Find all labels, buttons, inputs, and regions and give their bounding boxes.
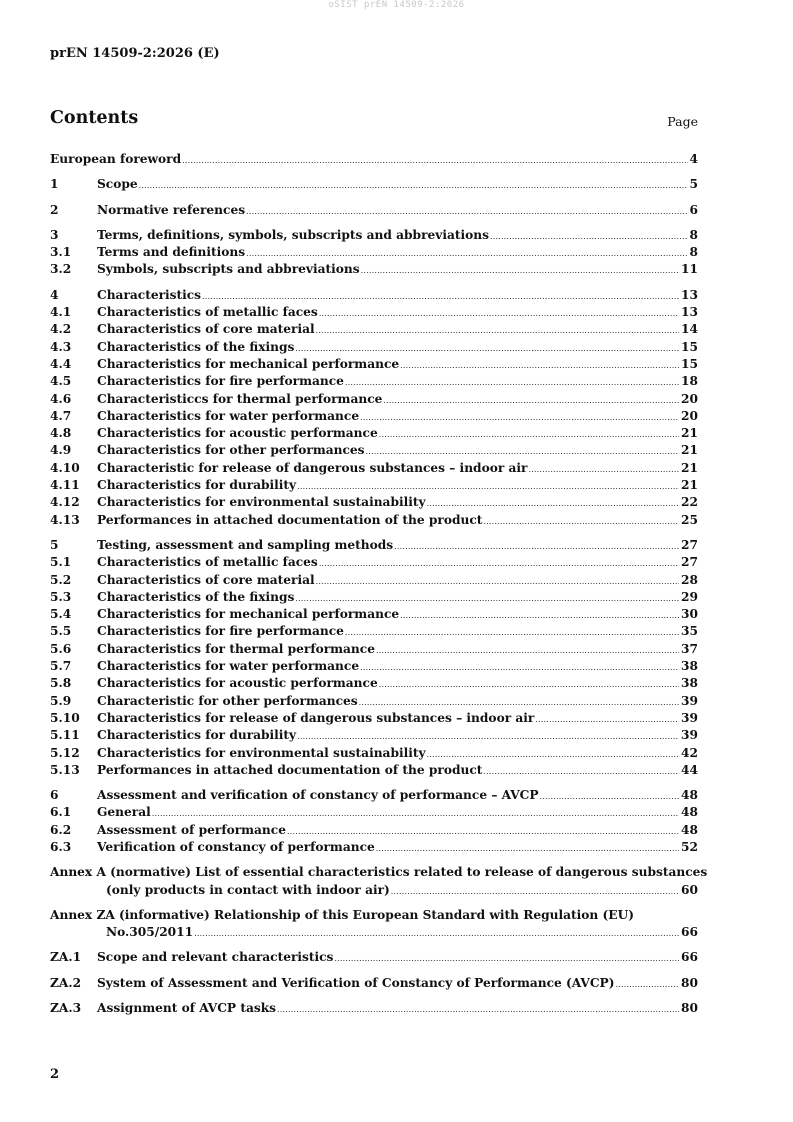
toc-entry-page: 52	[681, 839, 698, 854]
toc-entry-number: 5	[50, 537, 59, 552]
toc-entry[interactable]	[50, 658, 698, 675]
toc-entry-number: 4.8	[50, 426, 72, 441]
toc-entry-page: 20	[681, 391, 698, 406]
dot-leader	[359, 694, 679, 711]
toc-entry-number: 3.2	[50, 262, 72, 277]
toc-entry-title: Testing, assessment and sampling methods	[97, 537, 394, 552]
dot-leader	[295, 590, 679, 607]
toc-entry-number: 6.3	[50, 839, 72, 854]
dot-leader	[400, 357, 679, 374]
toc-entry-number: 5.10	[50, 710, 80, 725]
toc-entry-title: Characteristics of metallic faces	[97, 555, 318, 570]
dot-leader	[297, 728, 679, 745]
dot-leader	[427, 746, 679, 763]
toc-entry-page: 66	[681, 925, 698, 940]
dot-leader	[334, 950, 679, 967]
toc-group-za3	[50, 1000, 698, 1017]
toc-entry[interactable]	[50, 787, 698, 804]
toc-entry-title: Symbols, subscripts and abbreviations	[97, 262, 360, 277]
toc-entry-page: 80	[681, 975, 698, 990]
toc-entry-page: 20	[681, 408, 698, 423]
dot-leader	[379, 426, 679, 443]
toc-entry-page: 39	[681, 693, 698, 708]
toc-entry-page: 27	[681, 555, 698, 570]
dot-leader	[319, 305, 679, 322]
toc-entry-annex-a[interactable]	[50, 882, 698, 899]
toc-entry-number: 4.11	[50, 478, 80, 493]
toc-entry-page: 28	[681, 572, 698, 587]
toc-entry-number: 4.2	[50, 322, 72, 337]
toc-entry-number: 5.13	[50, 762, 80, 777]
toc-entry-title: Characteristics of core material	[97, 322, 315, 337]
toc-entry-number: 4.7	[50, 408, 72, 423]
toc-entry-number: ZA.1	[50, 950, 82, 965]
toc-entry-number: 1	[50, 177, 59, 192]
toc-entry-title: Characteristics	[97, 287, 202, 302]
toc-entry[interactable]	[50, 512, 698, 529]
toc-entry-page: 80	[681, 1001, 698, 1016]
toc-entry-page: 15	[681, 339, 698, 354]
toc-entry-page: 30	[681, 607, 698, 622]
toc-entry[interactable]	[50, 745, 698, 762]
annex-za-title[interactable]: Annex ZA (informative) Relationship of this European Standard with Regulation (EU)	[50, 907, 634, 922]
toc-entry-title: Assessment and verification of constancy of performance – AVCP	[97, 788, 539, 803]
dot-leader	[360, 409, 679, 426]
toc-entry-za3[interactable]	[50, 1000, 698, 1017]
table-of-contents	[50, 151, 708, 1025]
toc-entry-title: Characteristics for acoustic performance	[97, 676, 378, 691]
toc-entry[interactable]	[50, 304, 698, 321]
toc-entry-page: 35	[681, 624, 698, 639]
toc-entry-title: Characteristics for durability	[97, 478, 297, 493]
toc-entry-annex-za[interactable]	[50, 924, 698, 941]
dot-leader	[316, 573, 679, 590]
toc-entry-page: 15	[681, 356, 698, 371]
toc-entry-page: 25	[681, 512, 698, 527]
toc-entry-number: 3	[50, 227, 59, 242]
toc-entry[interactable]	[50, 641, 698, 658]
toc-entry-number: 5.4	[50, 607, 72, 622]
dot-leader	[297, 478, 679, 495]
document-identifier: prEN 14509-2:2026 (E)	[50, 46, 220, 61]
toc-entry-page: 39	[681, 710, 698, 725]
toc-entry-number: 4.6	[50, 391, 72, 406]
toc-entry-title: Characteristic for other performances	[97, 693, 358, 708]
toc-entry-za1[interactable]	[50, 949, 698, 966]
toc-entry[interactable]	[50, 356, 698, 373]
toc-entry-title: Characteristiccs for thermal performance	[97, 391, 383, 406]
toc-entry-page: 38	[681, 676, 698, 691]
toc-entry-title: European foreword	[50, 152, 182, 166]
toc-entry-title: Characteristics for release of dangerous substances – indoor air	[97, 710, 535, 725]
toc-entry-number: ZA.3	[50, 1001, 82, 1016]
toc-entry-title: Characteristics of metallic faces	[97, 305, 318, 320]
toc-entry-title: Assignment of AVCP tasks	[97, 1001, 277, 1016]
toc-entry-number: 6.2	[50, 822, 72, 837]
toc-entry-page: 44	[681, 762, 698, 777]
toc-entry-page: 27	[681, 537, 698, 552]
toc-group-annex-a	[50, 864, 708, 899]
dot-leader	[360, 659, 679, 676]
dot-leader	[400, 607, 679, 624]
toc-entry[interactable]	[50, 623, 698, 640]
toc-entry-title: Performances in attached documentation of the product	[97, 762, 483, 777]
toc-entry[interactable]	[50, 321, 698, 338]
contents-heading: Contents	[50, 108, 139, 128]
toc-entry[interactable]	[50, 675, 698, 692]
toc-entry[interactable]	[50, 606, 698, 623]
toc-entry[interactable]	[50, 460, 698, 477]
toc-entry-page: 11	[681, 262, 698, 277]
toc-entry-title: Characteristics for fire performance	[97, 374, 344, 389]
dot-leader	[345, 374, 679, 391]
dot-leader	[366, 443, 680, 460]
toc-entry-page: 29	[681, 589, 698, 604]
toc-entry-page: 4	[689, 152, 698, 166]
toc-entry-number: 6	[50, 788, 59, 803]
toc-entry[interactable]	[50, 373, 698, 390]
toc-entry-title: Characteristics of the fixings	[97, 339, 295, 354]
toc-entry-title: Normative references	[97, 202, 246, 217]
dot-leader	[182, 152, 687, 169]
toc-entry-title: Assessment of performance	[97, 822, 286, 837]
toc-entry-title: System of Assessment and Verification of Constancy of Performance (AVCP)	[97, 975, 615, 990]
toc-entry[interactable]	[50, 572, 698, 589]
toc-group-section-3	[50, 227, 698, 279]
toc-entry[interactable]	[50, 804, 698, 821]
toc-entry-title: Characteristics for mechanical performance	[97, 356, 400, 371]
toc-entry-page: 37	[681, 641, 698, 656]
dot-leader	[152, 805, 679, 822]
toc-entry[interactable]	[50, 762, 698, 779]
toc-entry-number: 2	[50, 202, 59, 217]
toc-entry[interactable]	[50, 244, 698, 261]
toc-entry[interactable]	[50, 442, 698, 459]
toc-entry[interactable]	[50, 839, 698, 856]
toc-entry[interactable]	[50, 477, 698, 494]
toc-entry-page: 22	[681, 495, 698, 510]
toc-entry-za2[interactable]	[50, 975, 698, 992]
toc-entry[interactable]	[50, 494, 698, 511]
toc-entry-scope[interactable]	[50, 176, 698, 193]
toc-entry-title: Verification of constancy of performance	[97, 839, 375, 854]
toc-entry-title: Scope	[97, 177, 138, 192]
toc-entry-title: General	[97, 805, 151, 820]
toc-entry[interactable]	[50, 391, 698, 408]
toc-entry-title: Characteristics of core material	[97, 572, 315, 587]
toc-entry[interactable]	[50, 537, 698, 554]
toc-entry-page: 48	[681, 805, 698, 820]
toc-group-za1	[50, 949, 698, 966]
toc-entry-page: 39	[681, 728, 698, 743]
toc-entry[interactable]	[50, 261, 698, 278]
toc-entry-title: Scope and relevant characteristics	[97, 950, 334, 965]
toc-group-foreword	[50, 151, 698, 168]
toc-entry-page: 21	[681, 478, 698, 493]
toc-entry-page: 21	[681, 443, 698, 458]
dot-leader	[345, 624, 679, 641]
dot-leader	[316, 322, 679, 339]
dot-leader	[391, 883, 679, 900]
dot-leader	[319, 555, 679, 572]
dot-leader	[379, 676, 679, 693]
toc-entry-number: 4.1	[50, 305, 72, 320]
toc-entry-number: 5.9	[50, 693, 72, 708]
toc-entry-number: 4.12	[50, 495, 80, 510]
dot-leader	[483, 513, 679, 530]
toc-entry-number: 4.4	[50, 356, 72, 371]
toc-entry-page: 18	[681, 374, 698, 389]
toc-entry-page: 13	[681, 287, 698, 302]
dot-leader	[615, 976, 679, 993]
dot-leader	[139, 177, 688, 194]
toc-entry-title: Characteristics for other performances	[97, 443, 365, 458]
toc-entry-number: 5.6	[50, 641, 72, 656]
toc-group-za2	[50, 975, 698, 992]
dot-leader	[295, 340, 679, 357]
toc-entry-page: 5	[689, 177, 698, 192]
toc-group-annex-za	[50, 907, 698, 942]
dot-leader	[376, 642, 679, 659]
toc-entry-number: 4	[50, 287, 59, 302]
annex-a-title-continued: (only products in contact with indoor air)	[106, 882, 390, 897]
toc-entry-number: ZA.2	[50, 975, 82, 990]
toc-entry-page: 6	[689, 202, 698, 217]
toc-entry-title: Characteristics for thermal performance	[97, 641, 375, 656]
toc-entry-title: Characteristics for acoustic performance	[97, 426, 378, 441]
toc-group-section-6	[50, 787, 698, 856]
dot-leader	[287, 823, 679, 840]
dot-leader	[540, 788, 679, 805]
toc-entry-page: 38	[681, 659, 698, 674]
dot-leader	[277, 1001, 679, 1018]
dot-leader	[194, 925, 679, 942]
toc-group-normative-references	[50, 202, 698, 219]
toc-entry-title: Characteristics for mechanical performance	[97, 607, 400, 622]
dot-leader	[490, 228, 688, 245]
toc-entry-number: 6.1	[50, 805, 72, 820]
toc-entry-number: 4.3	[50, 339, 72, 354]
dot-leader	[427, 495, 679, 512]
toc-entry[interactable]	[50, 693, 698, 710]
toc-entry-page: 48	[681, 822, 698, 837]
toc-entry-title: Characteristic for release of dangerous substances – indoor air	[97, 460, 528, 475]
toc-entry-normative-references[interactable]	[50, 202, 698, 219]
toc-entry-number: 5.2	[50, 572, 72, 587]
toc-entry-title: Characteristics for environmental sustainability	[97, 495, 426, 510]
annex-za-title-continued: No.305/2011	[106, 925, 194, 940]
toc-entry-page: 8	[689, 227, 698, 242]
toc-entry-number: 4.13	[50, 512, 80, 527]
toc-entry[interactable]	[50, 408, 698, 425]
toc-entry-title: Performances in attached documentation of the product	[97, 512, 483, 527]
toc-entry-title: Terms, definitions, symbols, subscripts and abbreviations	[97, 227, 489, 242]
toc-entry-number: 5.3	[50, 589, 72, 604]
toc-entry[interactable]	[50, 425, 698, 442]
toc-entry-number: 5.11	[50, 728, 80, 743]
toc-entry[interactable]	[50, 822, 698, 839]
dot-leader	[246, 203, 687, 220]
toc-entry-number: 5.5	[50, 624, 72, 639]
toc-group-section-5	[50, 537, 698, 779]
toc-entry-number: 4.10	[50, 460, 80, 475]
toc-entry-title: Characteristics for water performance	[97, 408, 360, 423]
page-column-label: Page	[667, 114, 698, 129]
toc-entry-page: 14	[681, 322, 698, 337]
toc-entry-number: 5.12	[50, 745, 80, 760]
annex-a-title[interactable]: Annex A (normative) List of essential characteristics related to release of dangerous substances	[50, 865, 708, 880]
toc-entry[interactable]	[50, 339, 698, 356]
dot-leader	[528, 461, 679, 478]
toc-entry-page: 60	[681, 882, 698, 897]
toc-entry-page: 66	[681, 950, 698, 965]
toc-entry-number: 5.8	[50, 676, 72, 691]
dot-leader	[483, 763, 679, 780]
dot-leader	[246, 245, 687, 262]
toc-entry-title: Characteristics of the fixings	[97, 589, 295, 604]
toc-entry-number: 4.5	[50, 374, 72, 389]
toc-entry-title: Characteristics for environmental sustainability	[97, 745, 426, 760]
dot-leader	[376, 840, 679, 857]
toc-entry[interactable]	[50, 727, 698, 744]
toc-entry-page: 48	[681, 788, 698, 803]
toc-entry-page: 8	[689, 245, 698, 260]
toc-group-section-4	[50, 287, 698, 529]
page-number: 2	[50, 1067, 60, 1082]
dot-leader	[394, 538, 679, 555]
toc-entry-title: Characteristics for water performance	[97, 659, 360, 674]
watermark: oSIST prEN 14509-2:2026	[328, 0, 465, 10]
dot-leader	[361, 262, 679, 279]
dot-leader	[202, 288, 679, 305]
toc-entry[interactable]	[50, 710, 698, 727]
toc-entry-page: 21	[681, 460, 698, 475]
toc-entry-number: 5.7	[50, 659, 72, 674]
toc-entry-title: Characteristics for durability	[97, 728, 297, 743]
dot-leader	[535, 711, 679, 728]
dot-leader	[383, 392, 679, 409]
toc-entry-number: 4.9	[50, 443, 72, 458]
toc-group-scope	[50, 176, 698, 193]
toc-entry-european-foreword[interactable]	[50, 151, 698, 168]
toc-entry[interactable]	[50, 554, 698, 571]
toc-entry-title: Characteristics for fire performance	[97, 624, 344, 639]
toc-entry[interactable]	[50, 589, 698, 606]
toc-entry-page: 42	[681, 745, 698, 760]
toc-entry-page: 13	[681, 305, 698, 320]
toc-entry[interactable]	[50, 287, 698, 304]
toc-entry[interactable]	[50, 227, 698, 244]
toc-entry-number: 3.1	[50, 245, 72, 260]
toc-entry-page: 21	[681, 426, 698, 441]
toc-entry-number: 5.1	[50, 555, 72, 570]
toc-entry-title: Terms and definitions	[97, 245, 246, 260]
